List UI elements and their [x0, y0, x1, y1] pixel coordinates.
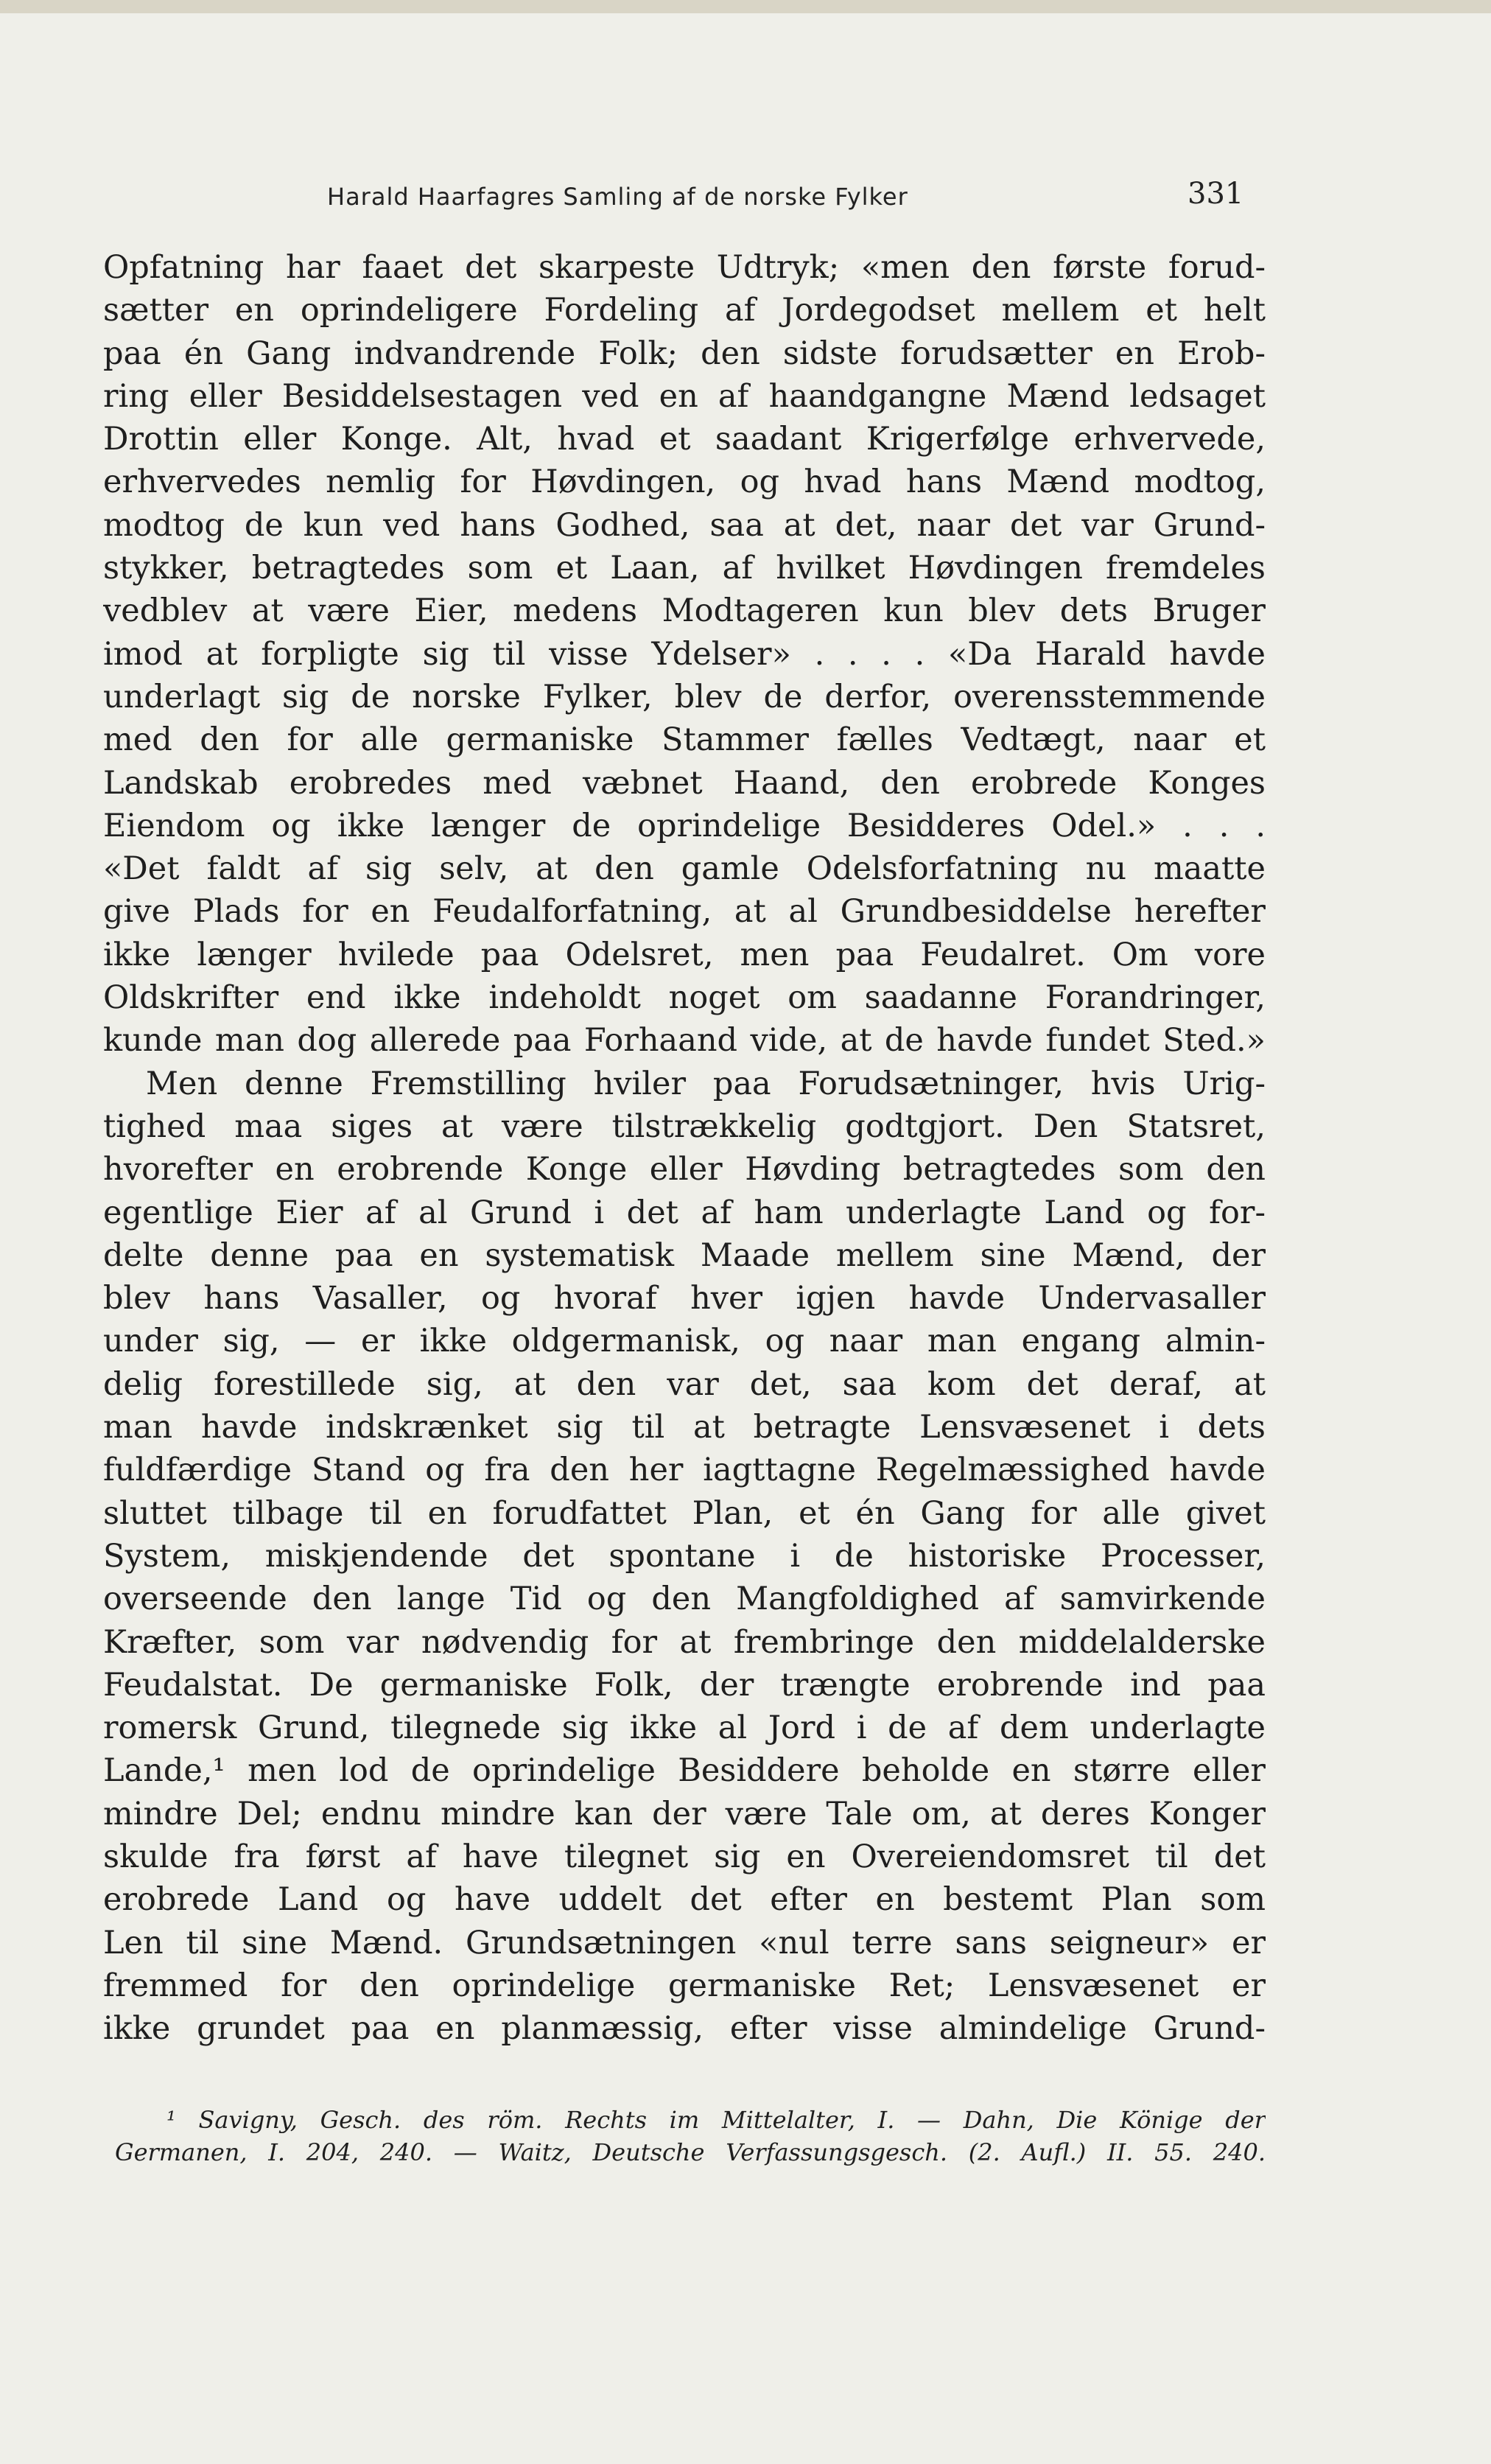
text-line: modtog de kun ved hans Godhed, saa at det, naar det var Grund- [103, 506, 1266, 544]
text-line: skulde fra først af have tilegnet sig en Overeiendomsret til det [103, 1838, 1266, 1875]
text-line: overseende den lange Tid og den Mangfoldighed af samvirkende [103, 1581, 1266, 1618]
page-header [0, 177, 1491, 221]
running-title: Harald Haarfagres Samling af de norske Fylker [327, 183, 908, 211]
text-line: fuldfærdige Stand og fra den her iagttagne Regelmæssighed havde [103, 1452, 1266, 1489]
footnote-line: ¹ Savigny, Gesch. des röm. Rechts im Mittelalter, I. — Dahn, Die Könige der [166, 2106, 1266, 2134]
text-line: underlagt sig de norske Fylker, blev de derfor, overensstemmende [103, 678, 1266, 715]
text-line: Lande,¹ men lod de oprindelige Besiddere beholde en større eller [103, 1752, 1266, 1790]
paragraph-start-line: Men denne Fremstilling hviler paa Forudsætninger, hvis Urig- [146, 1065, 1266, 1102]
text-line: erobrede Land og have uddelt det efter en bestemt Plan som [103, 1881, 1266, 1919]
text-line: hvorefter en erobrende Konge eller Høvding betragtedes som den [103, 1151, 1266, 1189]
text-line: fremmed for den oprindelige germaniske Ret; Lensvæsenet er [103, 1967, 1266, 2004]
text-line: delig forestillede sig, at den var det, saa kom det deraf, at [103, 1365, 1266, 1403]
text-line: stykker, betragtedes som et Laan, af hvilket Høvdingen fremdeles [103, 550, 1266, 587]
body-text [103, 246, 1266, 2050]
text-line: System, miskjendende det spontane i de historiske Processer, [103, 1537, 1266, 1575]
text-line: sluttet tilbage til en forudfattet Plan, et én Gang for alle givet [103, 1494, 1266, 1532]
text-line: sætter en oprindeligere Fordeling af Jordegodset mellem et helt [103, 292, 1266, 329]
text-line: Eiendom og ikke længer de oprindelige Besidderes Odel.» . . . [103, 807, 1266, 844]
text-line: ikke længer hvilede paa Odelsret, men paa Feudalret. Om vore [103, 936, 1266, 973]
text-line: kunde man dog allerede paa Forhaand vide, at de havde fundet Sted.» [103, 1022, 1266, 1060]
text-line: give Plads for en Feudalforfatning, at al Grundbesiddelse herefter [103, 893, 1266, 931]
text-line: Len til sine Mænd. Grundsætningen «nul terre sans seigneur» er [103, 1924, 1266, 1961]
text-line: delte denne paa en systematisk Maade mellem sine Mænd, der [103, 1236, 1266, 1274]
text-line: romersk Grund, tilegnede sig ikke al Jord i de af dem underlagte [103, 1709, 1266, 1747]
text-line: tighed maa siges at være tilstrækkelig godtgjort. Den Statsret, [103, 1107, 1266, 1145]
footnote-line: Germanen, I. 204, 240. — Waitz, Deutsche Verfassungsgesch. (2. Aufl.) II. 55. 240. [115, 2138, 1266, 2166]
text-line: under sig, — er ikke oldgermanisk, og naar man engang almin- [103, 1323, 1266, 1360]
page-number: 331 [1187, 177, 1244, 211]
text-line: Kræfter, som var nødvendig for at frembringe den middelalderske [103, 1623, 1266, 1661]
text-line: Drottin eller Konge. Alt, hvad et saadant Krigerfølge erhvervede, [103, 421, 1266, 458]
footnote [115, 2104, 1266, 2169]
text-line: «Det faldt af sig selv, at den gamle Odelsforfatning nu maatte [103, 850, 1266, 888]
text-line: med den for alle germaniske Stammer fælles Vedtægt, naar et [103, 721, 1266, 759]
text-line: egentlige Eier af al Grund i det af ham underlagte Land og for- [103, 1194, 1266, 1231]
text-line: erhvervedes nemlig for Høvdingen, og hvad hans Mænd modtog, [103, 463, 1266, 501]
text-line: imod at forpligte sig til visse Ydelser» . . . . «Da Harald havde [103, 635, 1266, 673]
text-line: vedblev at være Eier, medens Modtageren kun blev dets Bruger [103, 592, 1266, 630]
text-line: Feudalstat. De germaniske Folk, der trængte erobrende ind paa [103, 1666, 1266, 1704]
text-line: blev hans Vasaller, og hvoraf hver igjen havde Undervasaller [103, 1280, 1266, 1317]
text-line: Opfatning har faaet det skarpeste Udtryk; «men den første forud- [103, 249, 1266, 286]
text-line: ring eller Besiddelsestagen ved en af haandgangne Mænd ledsaget [103, 377, 1266, 415]
text-line: mindre Del; endnu mindre kan der være Tale om, at deres Konger [103, 1795, 1266, 1833]
text-line: ikke grundet paa en planmæssig, efter visse almindelige Grund- [103, 2010, 1266, 2048]
text-line: Landskab erobredes med væbnet Haand, den erobrede Konges [103, 764, 1266, 802]
text-line: man havde indskrænket sig til at betragte Lensvæsenet i dets [103, 1409, 1266, 1446]
scan-top-edge [0, 0, 1491, 13]
text-line: Oldskrifter end ikke indeholdt noget om saadanne Forandringer, [103, 979, 1266, 1017]
text-line: paa én Gang indvandrende Folk; den sidste forudsætter en Erob- [103, 335, 1266, 372]
